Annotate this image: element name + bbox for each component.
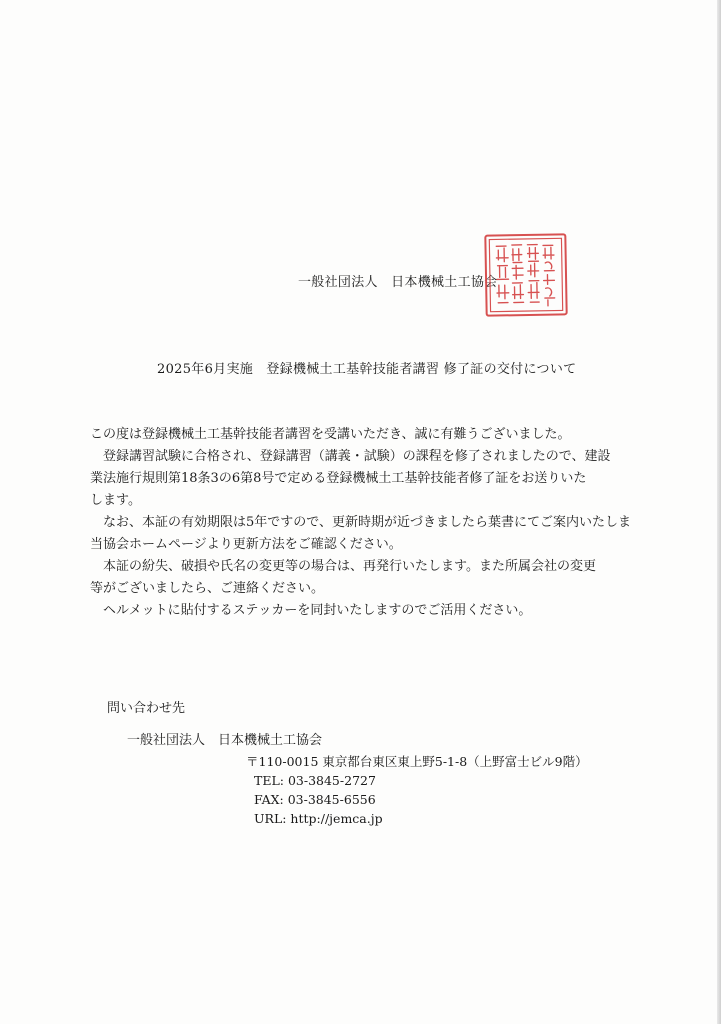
issuer-name: 一般社団法人 日本機械土工協会 <box>298 275 498 290</box>
contact-heading: 問い合わせ先 <box>107 701 186 716</box>
body-line: この度は登録機械土工基幹技能者講習を受講いただき、誠に有難うございました。 <box>90 427 571 442</box>
official-seal <box>484 233 567 316</box>
page-title: 2025年6月実施 登録機械土工基幹技能者講習 修了証の交付について <box>157 362 577 377</box>
contact-url[interactable]: URL: http://jemca.jp <box>254 811 383 826</box>
body-line: ヘルメットに貼付するステッカーを同封いたしますのでご活用ください。 <box>90 603 532 618</box>
body-line: 業法施行規則第18条3の6第8号で定める登録機械土工基幹技能者修了証をお送りいた <box>90 471 587 486</box>
contact-fax: FAX: 03-3845-6556 <box>254 792 376 807</box>
body-line: 登録講習試験に合格され、登録講習（講義・試験）の課程を修了されましたので、建設 <box>90 449 611 464</box>
contact-organization: 一般社団法人 日本機械土工協会 <box>127 733 323 748</box>
body-line: します。 <box>90 493 141 508</box>
body-line: なお、本証の有効期限は5年ですので、更新時期が近づきましたら葉書にてご案内いたしま <box>90 515 632 530</box>
contact-address: 〒110-0015 東京都台東区東上野5-1-8（上野富士ビル9階） <box>246 754 588 769</box>
contact-details <box>246 752 588 828</box>
body-line: 本証の紛失、破損や氏名の変更等の場合は、再発行いたします。また所属会社の変更 <box>90 559 596 574</box>
scan-edge <box>717 0 721 1024</box>
body-line: 当協会ホームページより更新方法をご確認ください。 <box>90 537 402 552</box>
seal-icon <box>486 235 565 314</box>
body-line: 等がございましたら、ご連絡ください。 <box>90 581 325 596</box>
letter-body <box>90 424 650 622</box>
contact-tel: TEL: 03-3845-2727 <box>254 773 376 788</box>
